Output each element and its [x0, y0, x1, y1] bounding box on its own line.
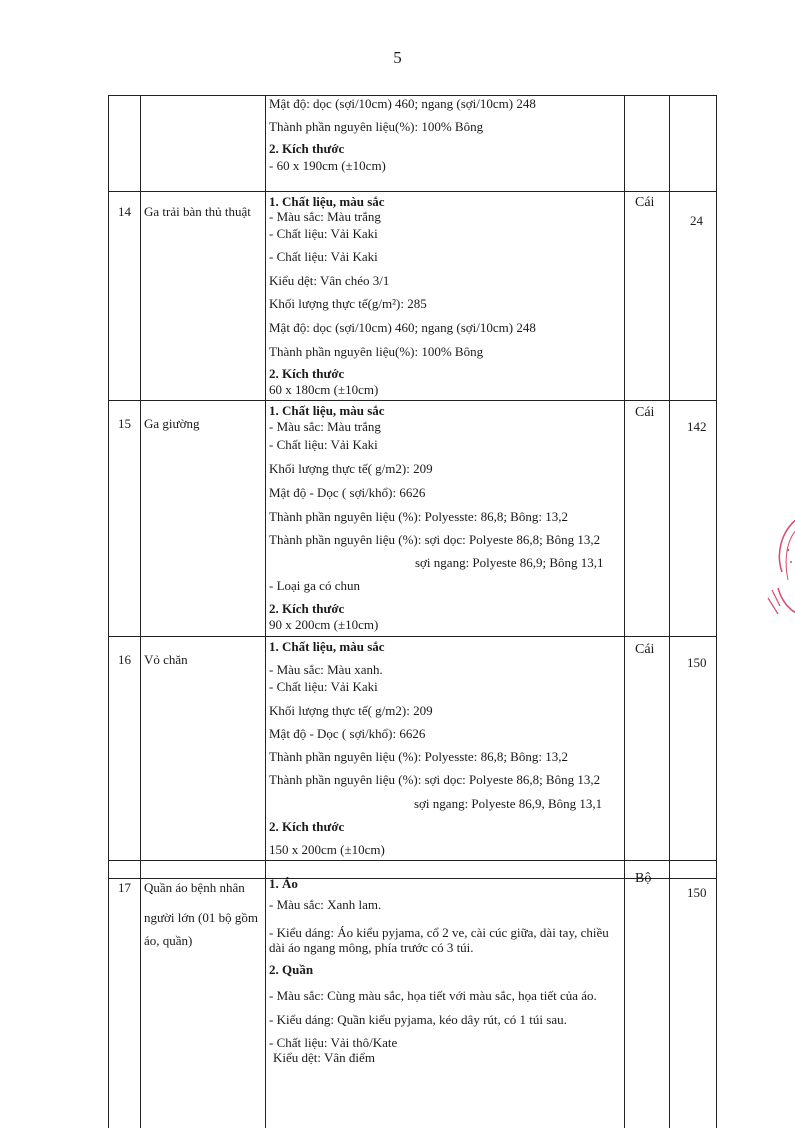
spec-line: Mật độ - Dọc ( sợi/khổ): 6626 — [269, 726, 426, 741]
row-number: 17 — [118, 880, 131, 895]
spec-line: Mật độ: dọc (sợi/10cm) 460; ngang (sợi/10cm) 248 — [269, 96, 536, 111]
quantity: 24 — [690, 213, 703, 228]
spec-line: Thành phần nguyên liệu(%): 100% Bông — [269, 119, 484, 134]
spec-heading: 1. Chất liệu, màu sắc — [269, 639, 385, 654]
spec-line: Thành phần nguyên liệu (%): Polyesste: 86,8; Bông: 13,2 — [269, 749, 568, 764]
quantity: 150 — [687, 885, 707, 900]
spec-heading: 1. Chất liệu, màu sắc — [269, 403, 385, 418]
spec-line: - Màu sắc: Xanh lam. — [269, 897, 382, 912]
spec-line: sợi ngang: Polyeste 86,9; Bông 13,1 — [415, 555, 604, 570]
spec-heading: 2. Kích thước — [269, 601, 345, 616]
spec-line: - Màu sắc: Màu trắng — [269, 419, 381, 434]
item-name: áo, quần) — [144, 933, 193, 948]
row-number: 16 — [118, 652, 131, 667]
item-name: Ga giường — [144, 416, 200, 431]
spec-heading: 2. Kích thước — [269, 366, 345, 381]
spec-line: 60 x 180cm (±10cm) — [269, 382, 379, 397]
item-name: Vỏ chăn — [144, 652, 188, 667]
spec-line: sợi ngang: Polyeste 86,9, Bông 13,1 — [414, 796, 603, 811]
spec-line: Thành phần nguyên liệu (%): sợi dọc: Polyeste 86,8; Bông 13,2 — [269, 532, 601, 547]
spec-line: 150 x 200cm (±10cm) — [269, 842, 385, 857]
spec-line: Thành phần nguyên liệu(%): 100% Bông — [269, 344, 484, 359]
spec-line: Khối lượng thực tế(g/m²): 285 — [269, 296, 427, 311]
spec-line: Khối lượng thực tế( g/m2): 209 — [269, 703, 433, 718]
spec-line: Thành phần nguyên liệu (%): sợi dọc: Polyeste 86,8; Bông 13,2 — [269, 772, 601, 787]
spec-heading: 2. Kích thước — [269, 141, 345, 156]
seal-stamp-fragment — [758, 510, 795, 620]
quantity: 150 — [687, 655, 707, 670]
unit: Cái — [635, 642, 655, 657]
spec-line: Kiểu dệt: Vân chéo 3/1 — [269, 273, 390, 288]
spec-line: - Chất liệu: Vải Kaki — [269, 437, 378, 452]
item-name: Ga trải bàn thủ thuật — [144, 204, 251, 219]
spec-line: - Màu sắc: Màu xanh. — [269, 662, 383, 677]
spec-heading: 2. Quần — [269, 962, 314, 977]
quantity: 142 — [687, 419, 707, 434]
page-number: 5 — [393, 48, 402, 67]
spec-line: dài áo ngang mông, phía trước có 3 túi. — [269, 940, 474, 955]
item-name: người lớn (01 bộ gồm — [144, 910, 258, 925]
spec-heading: 1. Áo — [269, 876, 298, 891]
spec-line: - Chất liệu: Vải Kaki — [269, 249, 378, 264]
spec-line: Mật độ - Dọc ( sợi/khổ): 6626 — [269, 485, 426, 500]
item-name: Quần áo bệnh nhân — [144, 880, 245, 895]
spec-line: - Kiểu dáng: Quần kiểu pyjama, kéo dây rút, có 1 túi sau. — [269, 1012, 567, 1027]
row-number: 15 — [118, 416, 131, 431]
spec-line: - Màu sắc: Màu trắng — [269, 209, 381, 224]
spec-line: Khối lượng thực tế( g/m2): 209 — [269, 461, 433, 476]
spec-line: Kiểu dệt: Vân điểm — [273, 1050, 375, 1065]
spec-line: - Chất liệu: Vải thô/Kate — [269, 1035, 398, 1050]
spec-line: - Chất liệu: Vải Kaki — [269, 679, 378, 694]
unit: Bộ — [635, 871, 652, 886]
spec-line: - Màu sắc: Cùng màu sắc, họa tiết với màu sắc, họa tiết của áo. — [269, 988, 597, 1003]
spec-heading: 2. Kích thước — [269, 819, 345, 834]
spec-line: - Loại ga có chun — [269, 578, 360, 593]
spec-line: - Kiểu dáng: Áo kiểu pyjama, cổ 2 ve, cài cúc giữa, dài tay, chiều — [269, 925, 609, 940]
spec-line: Mật độ: dọc (sợi/10cm) 460; ngang (sợi/10cm) 248 — [269, 320, 536, 335]
unit: Cái — [635, 195, 655, 210]
spec-heading: 1. Chất liệu, màu sắc — [269, 194, 385, 209]
spec-line: 90 x 200cm (±10cm) — [269, 617, 379, 632]
spec-line: - 60 x 190cm (±10cm) — [269, 158, 386, 173]
unit: Cái — [635, 405, 655, 420]
spec-line: - Chất liệu: Vải Kaki — [269, 226, 378, 241]
row-number: 14 — [118, 204, 131, 219]
spec-line: Thành phần nguyên liệu (%): Polyesste: 86,8; Bông: 13,2 — [269, 509, 568, 524]
